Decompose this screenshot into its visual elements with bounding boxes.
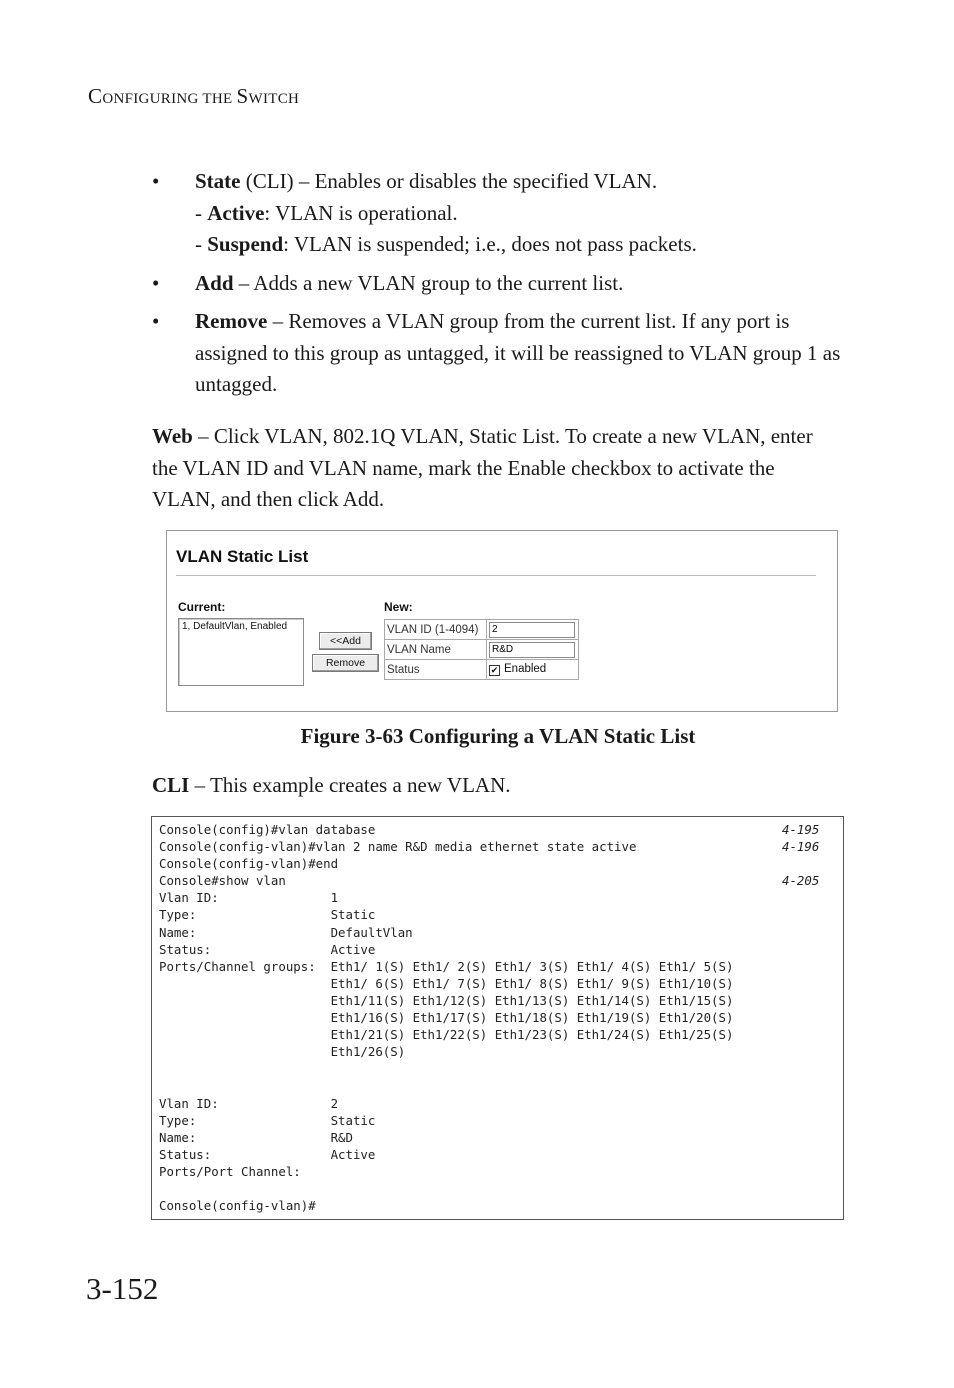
code-line (159, 1129, 843, 1146)
code-line (159, 872, 843, 889)
code-text: Eth1/16(S) Eth1/17(S) Eth1/18(S) Eth1/19(S) Eth1/20(S) (159, 1010, 734, 1026)
code-text: Vlan ID: 1 (159, 890, 339, 906)
code-text: Name: DefaultVlan (159, 924, 413, 940)
vlan-id-label: VLAN ID (1-4094) (385, 620, 487, 640)
vlan-name-input[interactable] (489, 642, 575, 658)
bullet-remove (152, 306, 852, 401)
web-paragraph (152, 421, 842, 516)
row-status (385, 660, 579, 680)
code-text: Eth1/ 6(S) Eth1/ 7(S) Eth1/ 8(S) Eth1/ 9(S) Eth1/10(S) (159, 975, 734, 991)
term-web: Web (152, 424, 193, 448)
code-text: Status: Active (159, 941, 376, 957)
code-line (159, 992, 843, 1009)
code-text: Eth1/11(S) Eth1/12(S) Eth1/13(S) Eth1/14(S) Eth1/15(S) (159, 992, 734, 1008)
desc-suspend: : VLAN is suspended; i.e., does not pass packets. (283, 232, 697, 256)
status-cell (487, 660, 579, 680)
desc-active: : VLAN is operational. (264, 200, 458, 225)
vlan-id-cell (487, 620, 579, 640)
code-text: Eth1/26(S) (159, 1044, 406, 1060)
cli-intro (152, 773, 510, 798)
code-text: Console(config)#vlan database (159, 822, 376, 837)
bullet-add (152, 268, 852, 300)
vlan-id-input[interactable] (489, 622, 575, 638)
header-small-caps-2: WITCH (248, 91, 300, 107)
code-line (159, 1146, 843, 1163)
term-add: Add (195, 270, 234, 295)
code-text: Type: Static (159, 907, 376, 923)
bullet-dot: • (152, 309, 160, 333)
code-line (159, 855, 843, 872)
row-vlan-name (385, 640, 579, 660)
header-cap-s: S (236, 84, 249, 108)
bullet-state (152, 166, 852, 261)
command-reference: 4-196 (782, 839, 820, 855)
cli-code-block (151, 816, 844, 1220)
running-header (88, 84, 299, 109)
code-text: Vlan ID: 2 (159, 1095, 339, 1111)
header-small-caps-1: ONFIGURING THE (102, 91, 237, 107)
sub-active (195, 198, 852, 230)
enabled-checkbox[interactable]: ✔ (490, 665, 499, 675)
enabled-label: Enabled (504, 663, 547, 675)
current-vlan-listbox[interactable] (178, 618, 304, 686)
vlan-static-list-screenshot (166, 530, 838, 712)
code-line (159, 1112, 843, 1129)
sub-prefix: - (195, 232, 208, 256)
code-line (159, 958, 843, 975)
code-line (159, 1060, 843, 1077)
screenshot-title: VLAN Static List (176, 547, 309, 566)
code-line (159, 941, 843, 958)
term-cli: CLI (152, 773, 190, 797)
code-text: Ports/Port Channel: (159, 1163, 301, 1179)
vlan-name-label: VLAN Name (385, 640, 487, 660)
cli-intro-text: – This example creates a new VLAN. (189, 773, 511, 797)
command-reference: 4-195 (782, 822, 820, 837)
desc-state: (CLI) – Enables or disables the specified VLAN. (240, 169, 658, 193)
code-line (159, 1043, 843, 1060)
code-line (159, 975, 843, 992)
web-text: – Click VLAN, 802.1Q VLAN, Static List. To create a new VLAN, enter the VLAN ID and VLAN name, mark the Enable checkbox to activate the VLAN, and then click Add. (152, 424, 813, 511)
code-text: Type: Static (159, 1112, 376, 1128)
remove-button[interactable]: Remove (312, 654, 379, 672)
page-number: 3-152 (86, 1271, 159, 1306)
header-cap-c: C (88, 84, 103, 108)
code-text: Status: Active (159, 1146, 376, 1162)
current-vlan-item[interactable]: 1, DefaultVlan, Enabled (182, 621, 288, 632)
command-reference: 4-205 (782, 873, 820, 889)
code-text: Console(config-vlan)#end (159, 856, 339, 872)
desc-remove: – Removes a VLAN group from the current list. If any port is assigned to this group as untagged, it will be reassigned to VLAN group 1 as untagged. (195, 309, 841, 396)
new-label: New: (384, 600, 413, 614)
add-button[interactable]: <<Add (319, 632, 372, 650)
code-line (159, 924, 843, 941)
term-state: State (195, 169, 241, 193)
code-text: Ports/Channel groups: Eth1/ 1(S) Eth1/ 2(S) Eth1/ 3(S) Eth1/ 4(S) Eth1/ 5(S) (159, 958, 734, 974)
new-vlan-form (384, 619, 579, 680)
vlan-name-cell (487, 640, 579, 660)
code-text: Eth1/21(S) Eth1/22(S) Eth1/23(S) Eth1/24(S) Eth1/25(S) (159, 1027, 734, 1043)
bullet-dot: • (152, 270, 160, 295)
term-remove: Remove (195, 309, 268, 333)
code-line (159, 1197, 843, 1214)
figure-caption: Figure 3-63 Configuring a VLAN Static List (300, 724, 696, 748)
code-line (159, 1095, 843, 1112)
code-line (159, 1026, 843, 1043)
code-line (159, 1009, 843, 1026)
definition-list (152, 166, 852, 408)
status-label: Status (385, 660, 487, 680)
sub-suspend (195, 229, 852, 261)
code-text: Console#show vlan (159, 873, 286, 889)
current-label: Current: (178, 600, 226, 614)
row-vlan-id (385, 620, 579, 640)
code-line (159, 1077, 843, 1094)
title-divider (176, 575, 816, 576)
bullet-dot: • (152, 169, 160, 193)
desc-add: – Adds a new VLAN group to the current list. (233, 270, 624, 295)
code-line (159, 1180, 843, 1197)
code-line (159, 906, 843, 923)
code-line (159, 1163, 843, 1180)
code-text: Console(config-vlan)# (159, 1198, 316, 1214)
code-line (159, 838, 843, 855)
term-suspend: Suspend (207, 232, 284, 256)
code-text: Name: R&D (159, 1129, 353, 1145)
sub-prefix: - (195, 200, 208, 225)
code-line (159, 889, 843, 906)
code-text: Console(config-vlan)#vlan 2 name R&D media ethernet state active (159, 839, 637, 855)
term-active: Active (207, 200, 265, 225)
code-line (159, 821, 843, 838)
